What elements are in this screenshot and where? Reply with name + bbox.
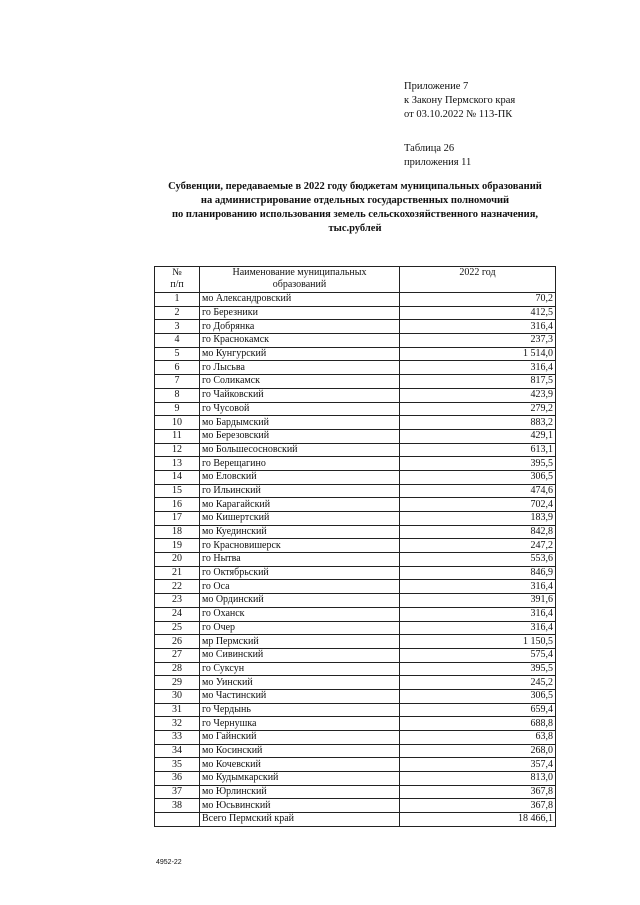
header-year: 2022 год — [400, 267, 556, 293]
subsidy-value: 702,4 — [400, 498, 556, 512]
subsidy-value: 316,4 — [400, 607, 556, 621]
municipality-name: мо Косинский — [200, 744, 400, 758]
subsidy-value: 883,2 — [400, 416, 556, 430]
table-row — [155, 416, 556, 430]
subsidy-value: 316,4 — [400, 361, 556, 375]
row-number: 16 — [155, 498, 200, 512]
annex-line-1: Приложение 7 — [404, 81, 469, 92]
municipality-name: мо Еловский — [200, 470, 400, 484]
municipality-name: го Верещагино — [200, 457, 400, 471]
table-row — [155, 443, 556, 457]
subsidy-value: 237,3 — [400, 334, 556, 348]
subsidy-value: 429,1 — [400, 429, 556, 443]
subsidy-value: 63,8 — [400, 731, 556, 745]
document-code: 4952-22 — [156, 859, 182, 866]
total-number-cell — [155, 813, 200, 827]
municipality-name: го Красновишерск — [200, 539, 400, 553]
municipality-name: го Чердынь — [200, 703, 400, 717]
total-value: 18 466,1 — [400, 813, 556, 827]
row-number: 34 — [155, 744, 200, 758]
subsidy-value: 575,4 — [400, 648, 556, 662]
municipality-name: го Ильинский — [200, 484, 400, 498]
total-label: Всего Пермский край — [200, 813, 400, 827]
table-row — [155, 799, 556, 813]
row-number: 17 — [155, 512, 200, 526]
municipality-name: го Соликамск — [200, 375, 400, 389]
subsidy-value: 395,5 — [400, 457, 556, 471]
row-number: 36 — [155, 772, 200, 786]
subsidy-value: 268,0 — [400, 744, 556, 758]
municipality-name: мо Березовский — [200, 429, 400, 443]
municipality-name: го Оса — [200, 580, 400, 594]
subsidy-value: 412,5 — [400, 306, 556, 320]
subsidy-value: 613,1 — [400, 443, 556, 457]
table-row — [155, 361, 556, 375]
municipality-name: го Краснокамск — [200, 334, 400, 348]
municipality-name: мо Кудымкарский — [200, 772, 400, 786]
row-number: 19 — [155, 539, 200, 553]
table-row — [155, 566, 556, 580]
row-number: 8 — [155, 388, 200, 402]
row-number: 27 — [155, 648, 200, 662]
table-row — [155, 676, 556, 690]
subsidy-value: 688,8 — [400, 717, 556, 731]
table-row — [155, 539, 556, 553]
row-number: 5 — [155, 347, 200, 361]
row-number: 11 — [155, 429, 200, 443]
table-row — [155, 553, 556, 567]
row-number: 38 — [155, 799, 200, 813]
subsidy-value: 183,9 — [400, 512, 556, 526]
subsidy-value: 316,4 — [400, 580, 556, 594]
municipality-name: мо Юрлинский — [200, 785, 400, 799]
row-number: 31 — [155, 703, 200, 717]
municipality-name: го Нытва — [200, 553, 400, 567]
subsidy-value: 1 514,0 — [400, 347, 556, 361]
title-line-4: тыс.рублей — [328, 223, 382, 234]
title-line-2: на администрирование отдельных государственных полномочий — [200, 195, 510, 206]
table-body — [155, 293, 556, 827]
row-number: 23 — [155, 594, 200, 608]
table-row — [155, 375, 556, 389]
subsidy-value: 245,2 — [400, 676, 556, 690]
row-number: 7 — [155, 375, 200, 389]
row-number: 24 — [155, 607, 200, 621]
municipality-name: мо Александровский — [200, 293, 400, 307]
title-line-1: Субвенции, передаваемые в 2022 году бюджетам муниципальных образований — [168, 181, 542, 192]
row-number: 28 — [155, 662, 200, 676]
row-number: 29 — [155, 676, 200, 690]
title-line-3: по планированию использования земель сельскохозяйственного назначения, — [171, 209, 539, 220]
subsidy-value: 367,8 — [400, 799, 556, 813]
municipality-name: мо Уинский — [200, 676, 400, 690]
municipality-name: го Чайковский — [200, 388, 400, 402]
municipality-name: мо Большесосновский — [200, 443, 400, 457]
subsidy-value: 316,4 — [400, 320, 556, 334]
header-name: Наименование муниципальных образований — [200, 267, 400, 293]
subsidy-value: 846,9 — [400, 566, 556, 580]
table-row — [155, 607, 556, 621]
subsidy-value: 391,6 — [400, 594, 556, 608]
table-row — [155, 293, 556, 307]
table-row — [155, 470, 556, 484]
row-number: 33 — [155, 731, 200, 745]
subsidy-value: 367,8 — [400, 785, 556, 799]
municipality-name: мо Гайнский — [200, 731, 400, 745]
table-row — [155, 457, 556, 471]
table-row — [155, 388, 556, 402]
table-row — [155, 703, 556, 717]
municipality-name: го Березники — [200, 306, 400, 320]
municipality-name: мр Пермский — [200, 635, 400, 649]
row-number: 37 — [155, 785, 200, 799]
annex-line-2: к Закону Пермского края — [404, 95, 516, 106]
table-row — [155, 498, 556, 512]
table-row — [155, 512, 556, 526]
table-row — [155, 429, 556, 443]
municipality-name: мо Кочевский — [200, 758, 400, 772]
municipality-name: мо Бардымский — [200, 416, 400, 430]
row-number: 25 — [155, 621, 200, 635]
table-row — [155, 484, 556, 498]
header-number: № п/п — [155, 267, 200, 293]
annex-header — [404, 80, 515, 170]
table-row — [155, 772, 556, 786]
subsidy-value: 306,5 — [400, 470, 556, 484]
annex-line-3: от 03.10.2022 № 113-ПК — [404, 109, 513, 120]
subsidy-value: 423,9 — [400, 388, 556, 402]
municipality-name: мо Сивинский — [200, 648, 400, 662]
annex-reference: приложения 11 — [404, 157, 472, 168]
row-number: 10 — [155, 416, 200, 430]
row-number: 15 — [155, 484, 200, 498]
row-number: 14 — [155, 470, 200, 484]
subsidy-value: 316,4 — [400, 621, 556, 635]
subsidy-value: 553,6 — [400, 553, 556, 567]
table-row — [155, 785, 556, 799]
row-number: 13 — [155, 457, 200, 471]
subsidy-value: 70,2 — [400, 293, 556, 307]
municipality-name: мо Юсьвинский — [200, 799, 400, 813]
municipality-name: мо Кунгурский — [200, 347, 400, 361]
table-reference: Таблица 26 — [404, 143, 455, 154]
row-number: 20 — [155, 553, 200, 567]
subsidy-table — [154, 266, 556, 827]
subsidy-value: 813,0 — [400, 772, 556, 786]
table-row — [155, 662, 556, 676]
municipality-name: го Добрянка — [200, 320, 400, 334]
row-number: 1 — [155, 293, 200, 307]
table-row — [155, 731, 556, 745]
table-row — [155, 402, 556, 416]
subsidy-value: 1 150,5 — [400, 635, 556, 649]
subsidy-value: 306,5 — [400, 689, 556, 703]
municipality-name: мо Куединский — [200, 525, 400, 539]
document-title — [150, 180, 560, 236]
row-number: 22 — [155, 580, 200, 594]
table-row — [155, 320, 556, 334]
table-row — [155, 525, 556, 539]
subsidy-value: 395,5 — [400, 662, 556, 676]
municipality-name: мо Частинский — [200, 689, 400, 703]
row-number: 18 — [155, 525, 200, 539]
table-row — [155, 635, 556, 649]
municipality-name: го Лысьва — [200, 361, 400, 375]
municipality-name: го Оханск — [200, 607, 400, 621]
municipality-name: го Чусовой — [200, 402, 400, 416]
table-row — [155, 717, 556, 731]
total-row — [155, 813, 556, 827]
table-row — [155, 689, 556, 703]
municipality-name: мо Карагайский — [200, 498, 400, 512]
subsidy-value: 357,4 — [400, 758, 556, 772]
table-row — [155, 334, 556, 348]
municipality-name: го Суксун — [200, 662, 400, 676]
municipality-name: го Октябрьский — [200, 566, 400, 580]
subsidy-value: 247,2 — [400, 539, 556, 553]
subsidy-value: 474,6 — [400, 484, 556, 498]
municipality-name: мо Кишертский — [200, 512, 400, 526]
row-number: 32 — [155, 717, 200, 731]
table-row — [155, 621, 556, 635]
row-number: 4 — [155, 334, 200, 348]
subsidy-value: 817,5 — [400, 375, 556, 389]
row-number: 2 — [155, 306, 200, 320]
row-number: 3 — [155, 320, 200, 334]
table-header-row — [155, 267, 556, 293]
municipality-name: го Чернушка — [200, 717, 400, 731]
row-number: 9 — [155, 402, 200, 416]
row-number: 26 — [155, 635, 200, 649]
table-row — [155, 594, 556, 608]
subsidy-value: 659,4 — [400, 703, 556, 717]
row-number: 6 — [155, 361, 200, 375]
subsidy-value: 842,8 — [400, 525, 556, 539]
row-number: 35 — [155, 758, 200, 772]
table-row — [155, 306, 556, 320]
row-number: 21 — [155, 566, 200, 580]
table-row — [155, 580, 556, 594]
row-number: 12 — [155, 443, 200, 457]
subsidy-value: 279,2 — [400, 402, 556, 416]
municipality-name: мо Ординский — [200, 594, 400, 608]
table-row — [155, 347, 556, 361]
table-row — [155, 648, 556, 662]
row-number: 30 — [155, 689, 200, 703]
municipality-name: го Очер — [200, 621, 400, 635]
table-row — [155, 744, 556, 758]
table-row — [155, 758, 556, 772]
